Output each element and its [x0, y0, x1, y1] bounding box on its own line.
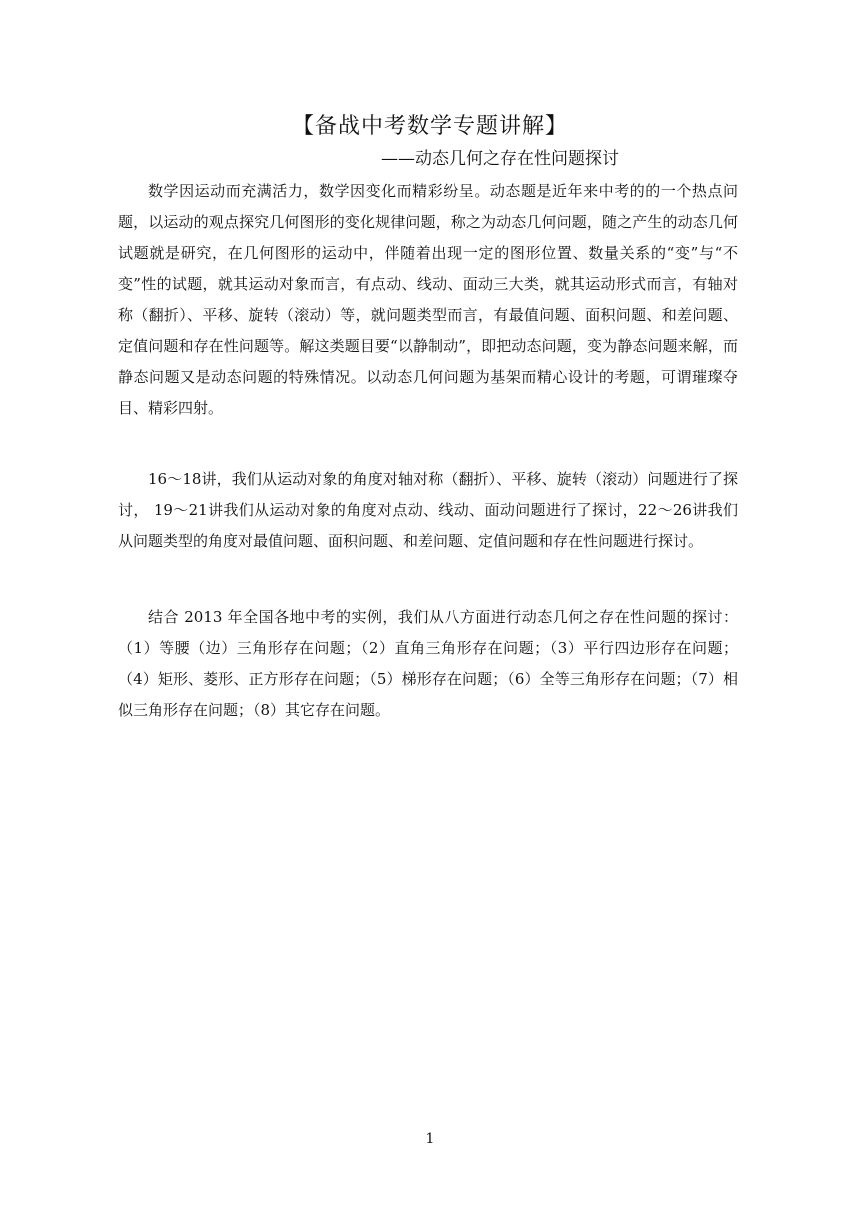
paragraph-topics: 结合 2013 年全国各地中考的实例，我们从八方面进行动态几何之存在性问题的探讨：（1）等腰（边）三角形存在问题；（2）直角三角形存在问题；（3）平行四边形存在问题；（4）矩形、菱形、正方形存在问题；（5）梯形存在问题；（6）全等三角形存在问题；（7）相似三角形存在问题；（8）其它存在问题。	[118, 608, 738, 719]
document-title: 【备战中考数学专题讲解】	[291, 114, 568, 139]
document-subtitle: ——动态几何之存在性问题探讨	[381, 149, 619, 169]
paragraph-intro: 数学因运动而充满活力，数学因变化而精彩纷呈。动态题是近年来中考的的一个热点问题，以运动的观点探究几何图形的变化规律问题，称之为动态几何问题，随之产生的动态几何试题就是研究，在几何图形的运动中，伴随着出现一定的图形位置、数量关系的“变”与“不变”性的试题，就其运动对象而言，有点动、线动、面动三大类，就其运动形式而言，有轴对称（翻折）、平移、旋转（滚动）等，就问题类型而言，有最值问题、面积问题、和差问题、定值问题和存在性问题等。解这类题目要“以静制动”，即把动态问题，变为静态问题来解，而静态问题又是动态问题的特殊情况。以动态几何问题为基架而精心设计的考题，可谓璀璨夺目、精彩四射。	[118, 182, 738, 417]
paragraph-lectures: 16～18讲，我们从运动对象的角度对轴对称（翻折）、平移、旋转（滚动）问题进行了探讨， 19～21讲我们从运动对象的角度对点动、线动、面动问题进行了探讨，22～26讲我们从问题类型的角度对最值问题、面积问题、和差问题、定值问题和存在性问题进行探讨。	[118, 470, 738, 550]
page-number: 1	[425, 1131, 435, 1147]
